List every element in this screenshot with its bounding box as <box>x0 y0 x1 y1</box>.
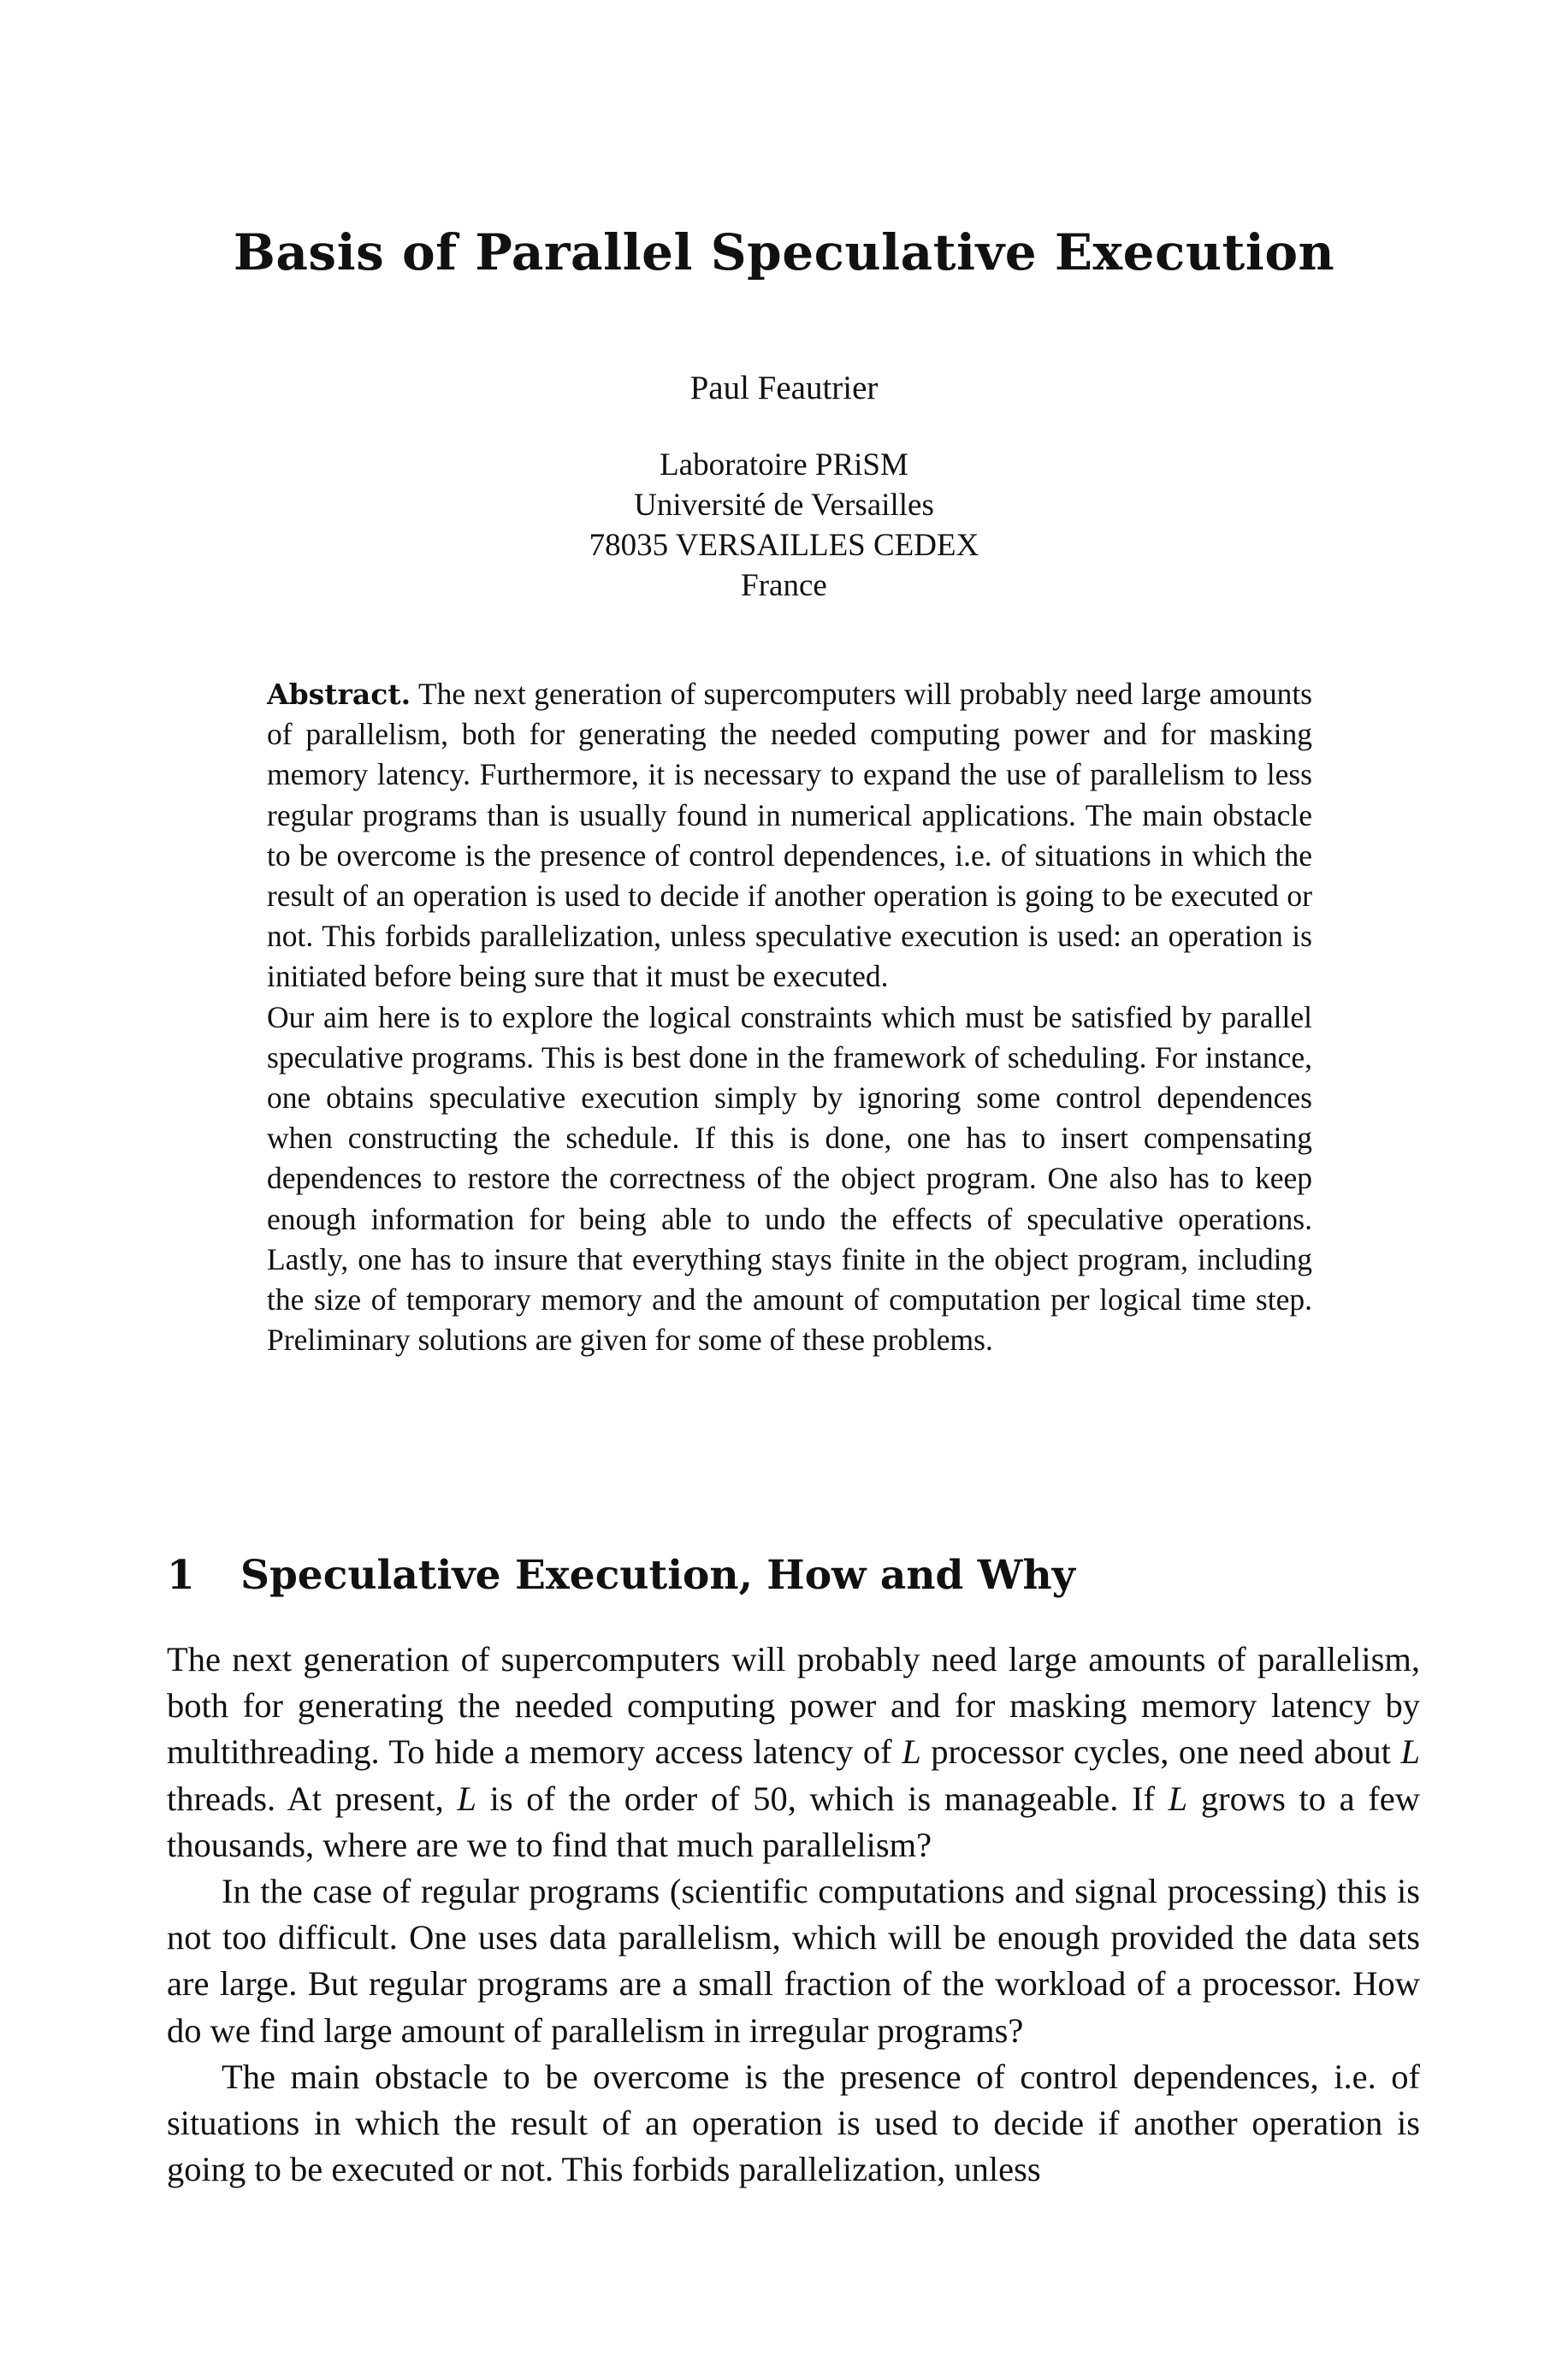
abstract-label: Abstract. <box>267 678 411 711</box>
body-text-run: threads. At present, <box>167 1779 458 1818</box>
abstract <box>267 674 1312 1360</box>
body-paragraph-2: In the case of regular programs (scientific computations and signal processing) this is not too difficult. One uses data parallelism, which will be enough provided the data sets are large. But regular programs are a small fraction of the workload of a processor. How do we find large amount of parallelism in irregular programs? <box>167 1872 1420 2050</box>
abstract-paragraph-2: Our aim here is to explore the logical constraints which must be satisfied by parallel speculative programs. This is best done in the framework of scheduling. For instance, one obtains speculative execution simply by ignoring some control dependences when constructing the schedule. If this is done, one has to insert compensating dependences to restore the correctness of the object program. One also has to keep enough information for being able to undo the effects of speculative operations. Lastly, one has to insure that everything stays finite in the object program, including the size of temporary memory and the amount of computation per logical time step. Preliminary solutions are given for some of these problems. <box>267 999 1312 1358</box>
body-paragraph-1 <box>167 1637 1420 1868</box>
math-variable: L <box>457 1779 476 1818</box>
section-heading <box>167 1548 1407 1603</box>
body-text-run: processor cycles, one need about <box>920 1732 1401 1772</box>
math-variable: L <box>902 1732 921 1772</box>
section-number: 1 <box>167 1552 195 1599</box>
affiliation-lab: Laboratoire PRiSM <box>660 447 908 482</box>
math-variable: L <box>1400 1732 1420 1772</box>
math-variable: L <box>1168 1779 1188 1818</box>
abstract-paragraph-1 <box>267 674 1312 998</box>
body-text-run: is of the order of 50, which is manageable. If <box>476 1779 1169 1818</box>
body-text-run: grows to a few thousands, where are we to find that much parallelism? <box>167 1779 1420 1864</box>
abstract-text-1: The next generation of supercomputers will probably need large amounts of parallelism, both for generating the needed computing power and for masking memory latency. Furthermore, it is necessary to expand the use of parallelism to less regular programs than is usually found in numerical applications. The main obstacle to be overcome is the presence of control dependences, i.e. of situations in which the result of an operation is used to decide if another operation is going to be executed or not. This forbids parallelization, unless speculative execution is used: an operation is initiated before being sure that it must be executed. <box>267 677 1313 994</box>
affiliation-country: France <box>741 568 827 603</box>
body-text-run: The next generation of supercomputers will probably need large amounts of parallelism, both for generating the needed computing power and for masking memory latency by multithreading. To hide a memory access latency of <box>167 1640 1420 1772</box>
author-name: Paul Feautrier <box>689 370 879 406</box>
paper-title: Basis of Parallel Speculative Execution <box>233 223 1335 281</box>
body-paragraph-3: The main obstacle to be overcome is the presence of control dependences, i.e. of situations in which the result of an operation is used to decide if another operation is going to be executed or not. This forbids parallelization, unless <box>167 2057 1420 2189</box>
affiliation-university: Université de Versailles <box>634 488 934 523</box>
section-title: Speculative Execution, How and Why <box>240 1552 1075 1599</box>
affiliation-address: 78035 VERSAILLES CEDEX <box>589 528 979 563</box>
section-body <box>167 1637 1420 2193</box>
affiliation-block <box>0 445 1568 606</box>
